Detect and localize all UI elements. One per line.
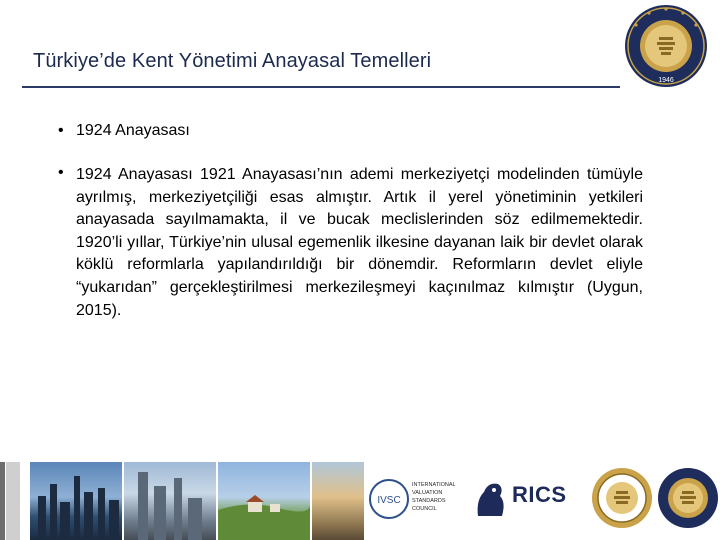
countryside-photo <box>218 462 310 540</box>
ivsc-caption-line: STANDARDS <box>412 498 446 504</box>
title-divider <box>22 86 620 88</box>
university-seal-logo <box>623 3 709 89</box>
logo-year: 1946 <box>658 77 674 84</box>
seal-emblem-gold <box>590 466 654 530</box>
ivsc-caption-line: COUNCIL <box>412 506 437 512</box>
bullet-item <box>58 164 643 322</box>
footer-accent-bar <box>0 462 5 540</box>
bullet-marker: • <box>58 122 64 139</box>
university-seal-icon <box>656 466 720 530</box>
ivsc-caption-line: VALUATION <box>412 490 443 496</box>
ivsc-caption <box>412 481 464 513</box>
bullet-text: 1924 Anayasası 1921 Anayasası’nın ademi merkeziyetçi modelinden tümüyle ayrılmış, merkeziyetçiliği esas almıştır. Artık il yerel yönetiminin yetkileri anayasada sayılmamakta, il ve bucak meclislerinden söz edilmemektedir. 1920’li yıllar, Türkiye’nin ulusal egemenlik ilkesine dayanan laik bir devlet olarak köklü reformlarla yapılandırıldığı bir dönemdir. Reformların devlet eliyle “yukarıdan” gerçekleştirilmesi merkezileşmeyi kaçınılmaz kılmıştır (Uygun, 2015). <box>76 166 643 319</box>
ivsc-caption-line: INTERNATIONAL <box>412 482 456 488</box>
bullet-item <box>58 122 643 140</box>
content-bullets <box>58 122 643 322</box>
bullet-text: 1924 Anayasası <box>76 122 190 139</box>
ivsc-logo <box>368 478 410 520</box>
footer-accent-bar-light <box>6 462 20 540</box>
rics-lion-icon <box>470 476 510 520</box>
rics-wordmark: RICS <box>512 482 567 507</box>
towers-photo <box>124 462 216 540</box>
city-skyline-photo <box>30 462 122 540</box>
ivsc-logo-label: IVSC <box>377 495 401 506</box>
landscape-photo <box>312 462 364 540</box>
bullet-marker: • <box>58 164 64 181</box>
page-title: Türkiye’de Kent Yönetimi Anayasal Temelleri <box>33 50 432 72</box>
